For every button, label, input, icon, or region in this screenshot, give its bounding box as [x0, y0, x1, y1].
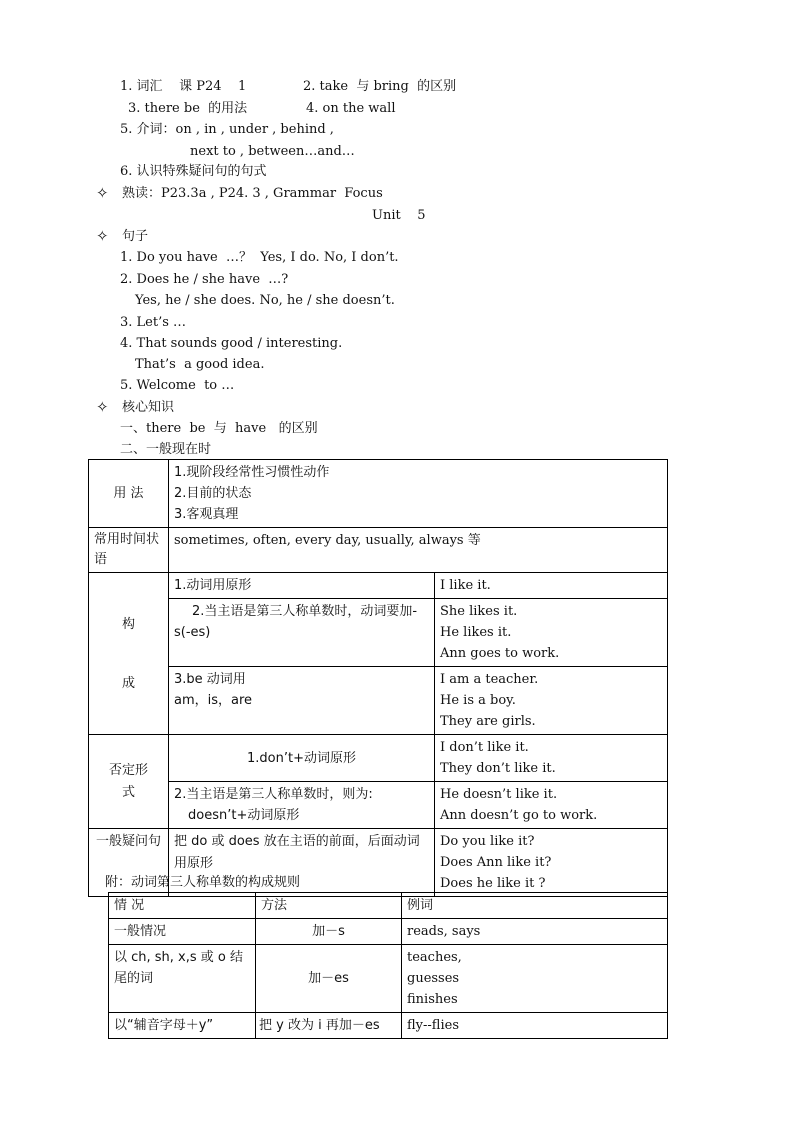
negative-form-label: 否定形式 — [89, 735, 169, 829]
negative-rule-2-line: doesn’t+动词原形 — [188, 808, 300, 823]
rule-examples: fly--flies — [402, 1013, 668, 1039]
structure-examples-2 — [435, 599, 668, 667]
outline-item-6: 6. 认识特殊疑问句的句式 — [120, 164, 267, 179]
negative-rule-2-line: 2.当主语是第三人称单数时，则为: — [174, 787, 373, 802]
outline-item-5-cont: next to , between…and… — [190, 144, 355, 159]
usage-list — [169, 460, 668, 528]
example-sentence: Does Ann like it? — [440, 855, 552, 870]
diamond-bullet-icon: ✧ — [96, 398, 109, 416]
sentence-4-alt: That’s a good idea. — [135, 357, 265, 372]
example-word: finishes — [407, 992, 458, 1007]
header-case: 情 况 — [109, 893, 256, 919]
outline-item-3: 3. there be 的用法 — [128, 101, 248, 116]
example-sentence: She likes it. — [440, 604, 518, 619]
negative-rule-2 — [169, 782, 435, 829]
example-sentence: He is a boy. — [440, 693, 516, 708]
structure-rule-1: 1.动词用原形 — [169, 573, 435, 599]
rule-method: 加－s — [256, 919, 402, 945]
sentence-3: 3. Let’s … — [120, 315, 187, 330]
rule-case: 一般情况 — [109, 919, 256, 945]
example-sentence: They don’t like it. — [440, 761, 556, 776]
unit-label: Unit 5 — [372, 208, 426, 223]
outline-item-5: 5. 介词：on , in , under , behind , — [120, 122, 334, 137]
question-examples — [435, 829, 668, 897]
example-sentence: Does he like it ? — [440, 876, 546, 891]
outline-item-1: 1. 词汇 课 P24 1 — [120, 79, 247, 94]
negative-rule-1: 1.don’t+动词原形 — [169, 735, 435, 782]
example-sentence: Do you like it? — [440, 834, 535, 849]
reading-line: 熟读：P23.3a , P24. 3 , Grammar Focus — [122, 186, 383, 201]
structure-examples-3 — [435, 667, 668, 735]
example-sentence: They are girls. — [440, 714, 536, 729]
example-sentence: I don’t like it. — [440, 740, 529, 755]
structure-label-bottom: 成 — [121, 675, 135, 691]
rule-method: 把 y 改为 i 再加－es — [256, 1013, 402, 1039]
structure-rule-2: 2.当主语是第三人称单数时，动词要加-s(-es) — [169, 599, 435, 667]
third-person-rules-table — [108, 892, 668, 1039]
diamond-bullet-icon: ✧ — [96, 227, 109, 245]
sentence-2-answer: Yes, he / she does. No, he / she doesn’t. — [135, 293, 395, 308]
structure-label-top: 构 — [121, 616, 135, 632]
question-form-label: 一般疑问句 — [89, 829, 169, 897]
core-point-2: 二、一般现在时 — [120, 442, 212, 457]
sentence-4: 4. That sounds good / interesting. — [120, 336, 343, 351]
example-word: teaches, — [407, 950, 462, 965]
present-tense-table — [88, 459, 668, 897]
structure-rule-3-line: am，is，are — [174, 693, 253, 708]
usage-label: 用 法 — [89, 460, 169, 528]
negative-examples-2 — [435, 782, 668, 829]
rule-case: 以“辅音字母＋y” — [109, 1013, 256, 1039]
core-point-1: 一、there be 与 have 的区别 — [120, 421, 318, 436]
structure-label — [89, 573, 169, 735]
usage-item: 1.现阶段经常性习惯性动作 — [174, 465, 330, 480]
usage-item: 3.客观真理 — [174, 507, 239, 522]
question-rule: 把 do 或 does 放在主语的前面，后面动词用原形 — [169, 829, 435, 897]
structure-rule-3 — [169, 667, 435, 735]
rule-case: 以 ch, sh, x,s 或 o 结尾的词 — [109, 945, 256, 1013]
structure-rule-3-line: 3.be 动词用 — [174, 672, 246, 687]
outline-item-4: 4. on the wall — [306, 101, 396, 116]
rule-examples — [402, 945, 668, 1013]
example-sentence: He likes it. — [440, 625, 512, 640]
outline-item-2: 2. take 与 bring 的区别 — [303, 79, 457, 94]
rule-examples: reads, says — [402, 919, 668, 945]
sentence-1: 1. Do you have …？ Yes, I do. No, I don’t. — [120, 250, 399, 265]
structure-example-1: I like it. — [435, 573, 668, 599]
example-sentence: Ann goes to work. — [440, 646, 560, 661]
example-sentence: I am a teacher. — [440, 672, 539, 687]
example-sentence: Ann doesn’t go to work. — [440, 808, 598, 823]
appendix-title: 附：动词第三人称单数的构成规则 — [105, 875, 301, 890]
rule-method: 加－es — [256, 945, 402, 1013]
diamond-bullet-icon: ✧ — [96, 184, 109, 202]
sentence-2: 2. Does he / she have …? — [120, 272, 289, 287]
sentences-heading: 句子 — [122, 229, 149, 244]
example-word: guesses — [407, 971, 460, 986]
example-sentence: He doesn’t like it. — [440, 787, 558, 802]
usage-item: 2.目前的状态 — [174, 486, 252, 501]
negative-examples-1 — [435, 735, 668, 782]
header-examples: 例词 — [402, 893, 668, 919]
header-method: 方法 — [256, 893, 402, 919]
sentence-5: 5. Welcome to … — [120, 378, 235, 393]
time-adverbials-label: 常用时间状语 — [89, 528, 169, 573]
time-adverbials: sometimes, often, every day, usually, always 等 — [169, 528, 668, 573]
core-heading: 核心知识 — [122, 400, 175, 415]
